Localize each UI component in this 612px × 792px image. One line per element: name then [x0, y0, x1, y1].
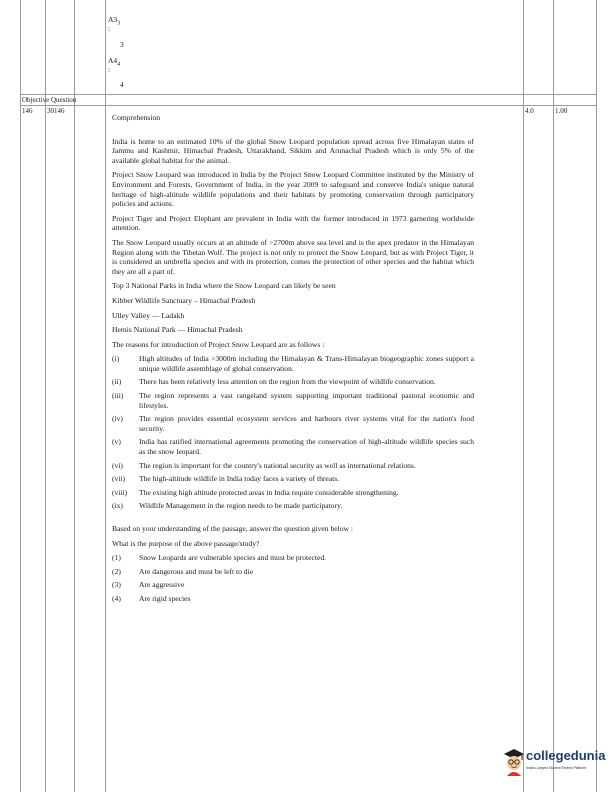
- passage-paragraph: Top 3 National Parks in India where the Snow Leopard can likely be seen: [112, 281, 336, 291]
- option-number: (4): [112, 593, 121, 603]
- reason-number: (viii): [112, 487, 128, 497]
- park-item: Ulley Valley — Ladakh: [112, 310, 185, 320]
- reason-number: (ii): [112, 377, 122, 387]
- park-item: Kibber Wildlife Sanctuary – Himachal Pradesh: [112, 295, 256, 305]
- reason-text: High altitudes of India >3000m including the Himalayan & Trans-Himalayan biogeographic zones support a unique wildlife assemblage of global conservation.: [139, 354, 474, 373]
- brand-tagline: India's Largest Student Review Platform: [526, 766, 587, 770]
- table-row-divider: [20, 105, 596, 106]
- brand-name: collegedunia: [526, 748, 606, 763]
- reason-text: The region represents a vast rangeland system supporting important traditional pastoral economic and lifestyles.: [139, 391, 474, 410]
- reason-number: (vii): [112, 474, 126, 484]
- table-col-divider: [553, 0, 554, 792]
- reason-text: The region provides essential ecosystem services and harbours river systems vital for the nation's food security.: [139, 414, 474, 433]
- reason-text: The region is important for the country's national security as well as international relations.: [139, 460, 416, 470]
- prev-option-value: 4: [120, 80, 124, 89]
- table-col-divider: [45, 0, 46, 792]
- reason-item: [112, 461, 474, 471]
- reason-item: [112, 474, 474, 484]
- option-text: Snow Leopards are vulnerable species and must be protected.: [139, 553, 327, 563]
- answer-option: [112, 567, 474, 577]
- reason-item: [112, 437, 474, 456]
- passage-paragraph: Project Snow Leopard was introduced in India by the Project Snow Leopard Committee instituted by the Ministry of Environment and Forests, Government of India, in the year 2009 to safeguard and conserve India's unique natural heritage of high-altitude wildlife populations and their habitats by promoting conservation through participatory policies and actions.: [112, 170, 474, 209]
- reason-number: (iii): [112, 391, 124, 401]
- reason-number: (ix): [112, 501, 123, 511]
- option-number: (1): [112, 553, 121, 563]
- table-col-divider: [74, 0, 75, 792]
- table-col-divider: [105, 0, 106, 792]
- prev-option-colon: :: [108, 24, 111, 33]
- reason-number: (vi): [112, 460, 123, 470]
- question-negative-marks: 1.00: [555, 107, 568, 115]
- prev-option-sub: 4: [117, 61, 121, 68]
- answer-option: [112, 580, 474, 590]
- reason-item: [112, 501, 474, 511]
- reason-number: (iv): [112, 414, 123, 424]
- option-text: Are aggressive: [139, 580, 185, 590]
- option-text: Are rigid species: [139, 593, 191, 603]
- reason-text: India has ratified international agreements promoting the conservation of high-altitude wildlife species such as the snow leopard.: [139, 437, 474, 457]
- collegedunia-logo: [502, 746, 606, 780]
- option-number: (3): [112, 580, 121, 590]
- section-label: Objective Question: [22, 96, 77, 104]
- reason-text: Wildlife Management in the region needs to be made participatory.: [139, 501, 343, 511]
- reason-text: The high-altitude wildlife in India today faces a variety of threats.: [139, 474, 340, 484]
- passage-paragraph: The Snow Leopard usually occurs at an altitude of >2700m above sea level and is the apex predator in the Himalayan Region along with the Tibetan Wolf. The project is not only to protect the Snow Leopard, but as with Project Tiger, it is considered an umbrella species and with its protection, comes the protection of other species and the habitat which they are all a part of.: [112, 237, 474, 276]
- reason-text: The existing high altitude protected areas in India require considerable strengthening.: [139, 487, 399, 497]
- park-item: Hemis National Park — Himachal Pradesh: [112, 325, 243, 335]
- option-number: (2): [112, 566, 121, 576]
- table-border-right: [596, 0, 597, 792]
- reason-number: (i): [112, 354, 120, 364]
- prev-option-label: A3: [108, 15, 118, 24]
- prev-option-colon: :: [108, 65, 111, 74]
- question-sr-no: 146: [22, 107, 33, 115]
- question-id: 30146: [47, 107, 65, 115]
- question-heading: Comprehension: [112, 113, 161, 122]
- option-text: Are dangerous and must be left to die: [139, 566, 254, 576]
- prev-option-sub: 3: [117, 20, 121, 27]
- passage-paragraph: India is home to an estimated 10% of the global Snow Leopard population spread across five Himalayan states of Jammu and Kashmir, Himachal Pradesh, Uttarakhand, Sikkim and Arunachal Pradesh which is only 5% of the available global habitat for the animal.: [112, 136, 474, 165]
- reason-item: [112, 391, 474, 410]
- question-body: [112, 113, 474, 608]
- reason-item: [112, 354, 474, 373]
- reason-item: [112, 377, 474, 387]
- reason-text: There has been relatively less attention on the region from the viewpoint of wildlife conservation.: [139, 377, 436, 387]
- question-instruction: Based on your understanding of the passage, answer the question given below :: [112, 524, 354, 533]
- prev-option-label: A4: [108, 56, 118, 65]
- prev-option-value: 3: [120, 40, 124, 49]
- answer-option: [112, 594, 474, 604]
- question-marks: 4.0: [525, 107, 534, 115]
- graduate-mascot-icon: [502, 748, 526, 776]
- answer-option: [112, 553, 474, 563]
- table-col-divider: [523, 0, 524, 792]
- reason-item: [112, 414, 474, 433]
- table-border-left: [20, 0, 21, 792]
- reason-item: [112, 488, 474, 498]
- table-row-divider: [20, 94, 596, 95]
- reason-number: (v): [112, 437, 121, 447]
- reasons-intro: The reasons for introduction of Project Snow Leopard are as follows :: [112, 339, 325, 349]
- passage-paragraph: Project Tiger and Project Elephant are prevalent in India with the former introduced in 1973 garnering worldwide attention.: [112, 213, 474, 233]
- question-stem: What is the purpose of the above passage/study?: [112, 538, 260, 548]
